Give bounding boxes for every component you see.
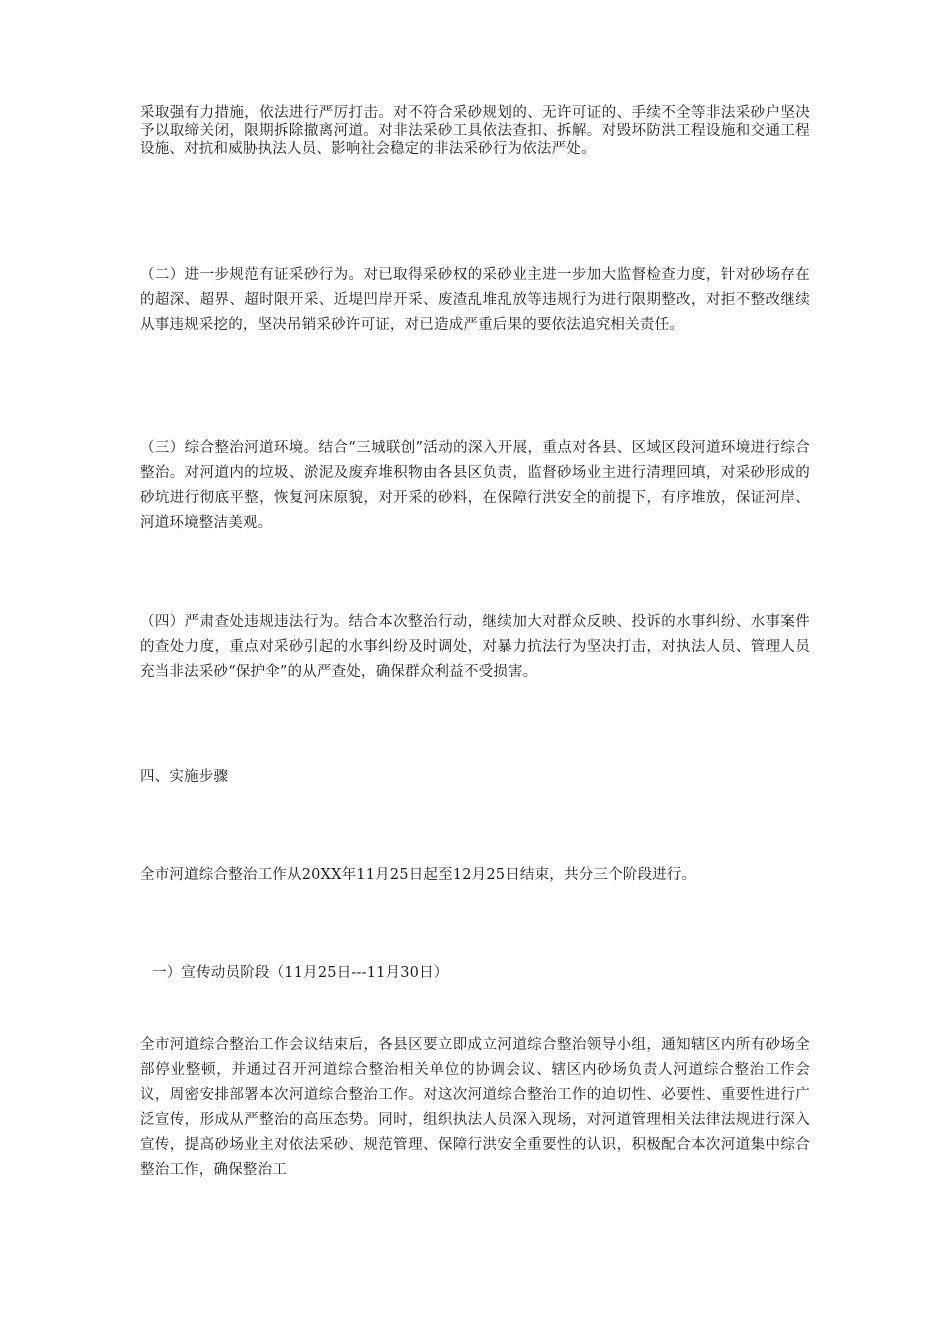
paragraph-river-environment: （三）综合整治河道环境。结合“三城联创”活动的深入开展，重点对各县、区域区段河道环境进行综合整治。对河道内的垃圾、淤泥及废弃堆积物由各县区负责，监督砂场业主进行清理回填，对采砂形成的砂坑进行彻底平整，恢复河床原貌，对开采的砂料，在保障行洪安全的前提下，有序堆放，保证河岸、河道环境整洁美观。 — [140, 440, 810, 531]
stage-heading-publicity: 一）宣传动员阶段（11月25日---11月30日） — [152, 965, 449, 981]
paragraph-investigate-violations: （四）严肃查处违规违法行为。结合本次整治行动，继续加大对群众反映、投诉的水事纠纷、水事案件的查处力度，重点对采砂引起的水事纠纷及时调处，对暴力抗法行为坚决打击，对执法人员、管理人员充当非法采砂“保护伞”的从严查处，确保群众利益不受损害。 — [140, 614, 810, 680]
paragraph-schedule-overview: 全市河道综合整治工作从20XX年11月25日起至12月25日结束，共分三个阶段进行。 — [140, 867, 697, 883]
paragraph-publicity-stage-details: 全市河道综合整治工作会议结束后，各县区要立即成立河道综合整治领导小组，通知辖区内所有砂场全部停业整顿，并通过召开河道综合整治相关单位的协调会议、辖区内砂场负责人河道综合整治工作会议，周密安排部署本次河道综合整治工作。对这次河道综合整治工作的迫切性、必要性、重要性进行广泛宣传，形成从严整治的高压态势。同时，组织执法人员深入现场，对河道管理相关法律法规进行深入宣传，提高砂场业主对依法采砂、规范管理、保障行洪安全重要性的认识，积极配合本次河道集中综合整治工作，确保整治工 — [140, 1037, 810, 1178]
paragraph-illegal-sand-mining-crackdown: 采取强有力措施，依法进行严厉打击。对不符合采砂规划的、无许可证的、手续不全等非法采砂户坚决予以取缔关闭，限期拆除撤离河道。对非法采砂工具依法查扣、拆解。对毁坏防洪工程设施和交通工程设施、对抗和威胁执法人员、影响社会稳定的非法采砂行为依法严处。 — [140, 105, 810, 157]
section-heading-implementation-steps: 四、实施步骤 — [140, 769, 229, 785]
paragraph-regulate-licensed-mining: （二）进一步规范有证采砂行为。对已取得采砂权的采砂业主进一步加大监督检查力度，针对砂场存在的超深、超界、超时限开采、近堤凹岸开采、废渣乱堆乱放等违规行为进行限期整改，对拒不整改继续从事违规采挖的，坚决吊销采砂许可证，对已造成严重后果的要依法追究相关责任。 — [140, 267, 810, 333]
